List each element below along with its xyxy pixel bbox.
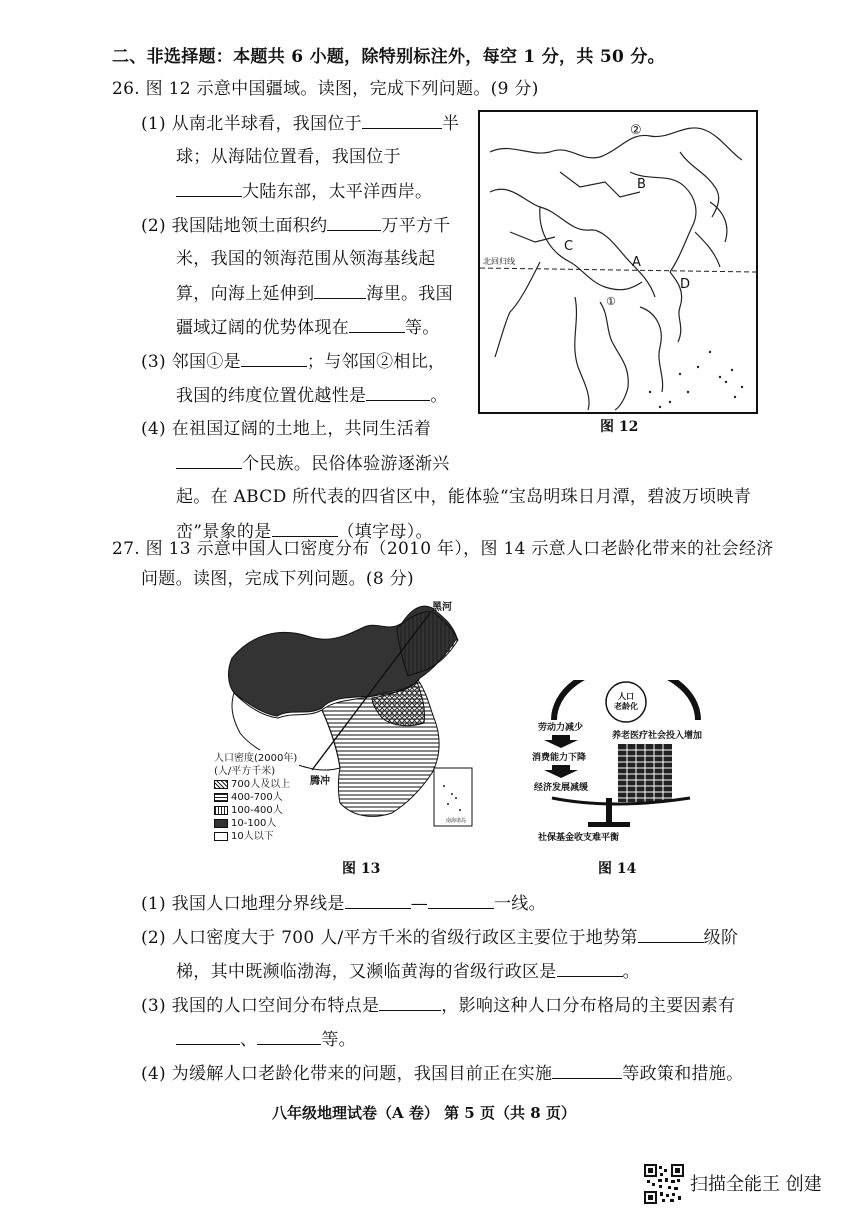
q27-text: 等。 [321,1030,356,1050]
q26-text: 米，我国的领海范围从领海基线起 [176,249,436,269]
q26-text: 球；从海陆位置看，我国位于 [176,147,401,167]
answer-blank[interactable] [638,926,704,943]
q27-text: — [410,894,428,914]
q27-text: 。 [622,962,640,982]
q27-text: 、 [240,1030,258,1050]
answer-blank[interactable] [349,316,405,333]
legend-item [214,817,297,830]
label-heihe: 黑河 [432,602,452,613]
label-fund-imbalance: 社保基金收支难平衡 [538,833,620,843]
aging-balance-diagram [522,680,736,844]
q26-text: 算，向海上延伸到 [176,284,315,304]
legend-unit [214,765,297,778]
q27-part3-line1 [141,994,735,1017]
q26-text: 。 [430,386,448,406]
answer-blank[interactable] [345,892,411,909]
map-label-C: C [564,239,574,254]
q26-text: 起。在 ABCD 所代表的四省区中，能体验“宝岛明珠日月潭，碧波万顷映青 [176,487,752,507]
answer-blank[interactable] [428,892,494,909]
q26-part1-line3 [176,180,432,203]
q26-text: (2) 我国陆地领土面积约 [141,216,328,236]
q26-part1-line1 [141,112,459,135]
legend-swatch [214,806,228,815]
q26-part2-line3 [176,282,453,305]
answer-blank[interactable] [557,960,623,977]
answer-blank[interactable] [176,452,242,469]
q27-part2-line1 [141,926,738,949]
q26-text: 海里。我国 [366,284,453,304]
label-labor-decrease: 劳动力减少 [538,723,584,733]
q26-part3-line1 [141,350,445,373]
figure-12-map [478,110,758,414]
figure-13-map [212,598,492,848]
page-footer: 八年级地理试卷（A 卷） 第 5 页（共 8 页） [272,1104,576,1122]
answer-blank[interactable] [257,1028,321,1045]
q26-stem: 26. 图 12 示意中国疆域。读图，完成下列问题。(9 分) [112,79,539,99]
legend-swatch [214,793,228,802]
q26-text: （填字母）。 [337,522,433,542]
answer-blank[interactable] [362,112,442,129]
legend-swatch [214,819,228,828]
q26-text: 峦”景象的是 [176,522,272,542]
legend-item [214,791,297,804]
qr-code-graphic [644,1164,684,1204]
map-label-neighbor-2: ② [630,123,642,138]
legend-unit-text: (人/平方千米) [214,766,276,777]
q27-text: 一线。 [494,894,546,914]
map-label-D: D [680,277,691,292]
q26-text: 个民族。民俗体验游逐渐兴 [242,454,450,474]
q26-text: (4) 在祖国辽阔的土地上，共同生活着 [141,419,432,439]
answer-blank[interactable] [327,214,381,231]
legend-item [214,804,297,817]
figure-12-caption: 图 12 [600,419,639,435]
q26-text: (3) 邻国①是 [141,352,241,372]
inset-label: 南海诸岛 [446,818,467,824]
q26-text: 等。 [405,318,440,338]
answer-blank[interactable] [379,994,441,1011]
answer-blank[interactable] [366,384,430,401]
q27-part1 [141,892,546,915]
q26-text: 大陆东部，太平洋西岸。 [242,182,433,202]
q27-stem-line1: 27. 图 13 示意中国人口密度分布（2010 年），图 14 示意人口老龄化带来的社会经济 [112,539,774,559]
qr-code-icon [644,1164,684,1204]
label-economy-slowdown: 经济发展减缓 [534,783,589,793]
map-label-tropic: 北回归线 [483,257,515,266]
q27-text: (4) 为缓解人口老龄化带来的问题，我国目前正在实施 [141,1064,553,1084]
label-social-input-increase: 养老医疗社会投入增加 [612,731,703,741]
q26-text: (1) 从南北半球看，我国位于 [141,114,362,134]
q26-text: 半 [441,114,460,134]
legend-item [214,778,297,791]
legend-label: 10人以下 [231,831,274,842]
q26-text: 疆域辽阔的优势体现在 [176,318,349,338]
figure-13-legend [212,750,299,845]
q26-part3-line2 [176,384,448,407]
figure-14-caption: 图 14 [598,861,637,877]
legend-item [214,830,297,843]
q27-part2-line2 [176,960,640,983]
aging-label-line2: 老龄化 [614,702,638,711]
figure-13-caption: 图 13 [342,861,381,877]
q27-text: ，影响这种人口分布格局的主要因素有 [441,996,736,1016]
map-label-B: B [637,177,646,192]
balance-post [606,798,612,824]
q26-text: 万平方千 [381,216,451,236]
arrow-down-icon [544,765,578,778]
q26-part4-line2 [176,452,450,475]
arrow-down-icon [544,735,578,748]
legend-title-text: 人口密度(2000年) [214,753,298,764]
legend-label: 100-400人 [231,805,283,816]
q27-part3-line2 [176,1028,356,1051]
q27-stem-line2: 问题。读图，完成下列问题。(8 分) [141,569,414,589]
q26-text: 我国的纬度位置优越性是 [176,386,367,406]
legend-swatch [214,780,228,789]
map-label-A: A [632,255,641,270]
answer-blank[interactable] [176,180,242,197]
answer-blank[interactable] [552,1062,622,1079]
q26-text: ；与邻国②相比， [306,352,446,372]
answer-blank[interactable] [176,1028,240,1045]
q27-part4 [141,1062,743,1085]
map-label-neighbor-1: ① [606,295,616,308]
label-tengchong: 腾冲 [310,776,330,787]
china-territory-map [480,112,756,412]
legend-label: 400-700人 [231,792,283,803]
q26-part2-line1 [141,214,451,237]
figure-14-diagram [522,680,736,844]
coin-stack [618,744,672,802]
q26-part2-line4 [176,316,440,339]
answer-blank[interactable] [314,282,366,299]
balance-base [588,822,630,827]
legend-title [214,752,297,765]
q27-text: 梯，其中既濒临渤海，又濒临黄海的省级行政区是 [176,962,557,982]
q27-text: (2) 人口密度大于 700 人/平方千米的省级行政区主要位于地势第 [141,928,638,948]
section-header: 二、非选择题：本题共 6 小题，除特别标注外，每空 1 分，共 50 分。 [112,47,665,67]
q27-text: 等政策和措施。 [622,1064,744,1084]
q27-text: 级阶 [703,928,739,948]
label-consumption-decrease: 消费能力下降 [532,753,587,763]
answer-blank[interactable] [241,350,307,367]
q27-text: (1) 我国人口地理分界线是 [141,894,345,914]
q27-text: (3) 我国的人口空间分布特点是 [141,996,380,1016]
legend-swatch [214,832,228,841]
legend-label: 10-100人 [231,818,277,829]
legend-label: 700人及以上 [231,779,291,790]
scanner-watermark: 扫描全能王 创建 [690,1174,822,1195]
aging-label-line1: 人口 [618,692,634,701]
tropic-line [480,268,756,272]
answer-blank[interactable] [272,520,338,537]
